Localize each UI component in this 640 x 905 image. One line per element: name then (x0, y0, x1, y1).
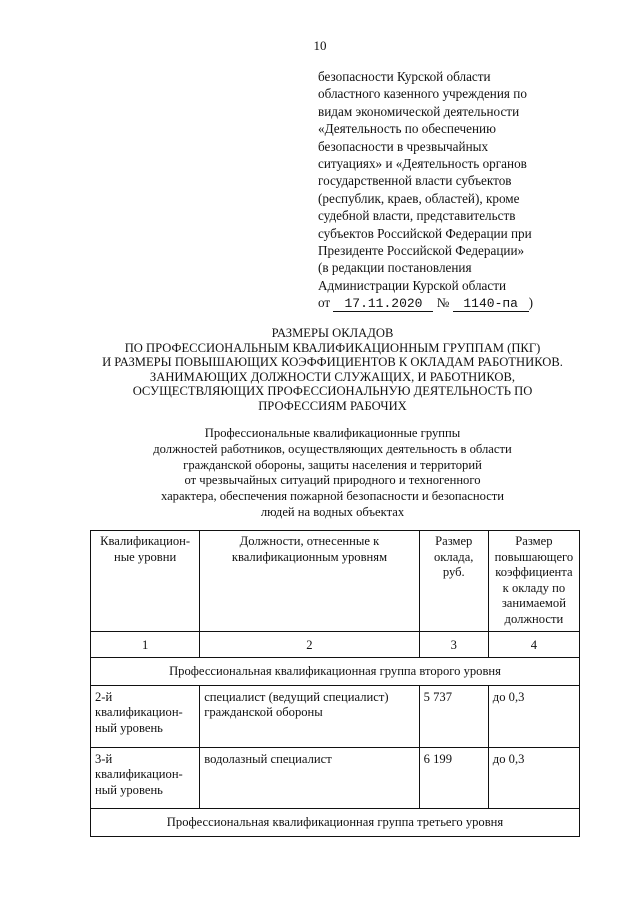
header-text: коэффициента (495, 565, 573, 580)
column-number-row (91, 631, 580, 658)
subtitle-line: от чрезвычайных ситуаций природного и техногенного (184, 473, 481, 488)
header-text: должности (504, 611, 564, 626)
annex-line: государственной власти субъектов (318, 173, 512, 189)
annex-line: (в редакции постановления (318, 260, 472, 276)
level-cell (91, 747, 200, 809)
subtitle-line: людей на водных объектах (260, 504, 405, 519)
header-text: Размер (515, 534, 553, 548)
title-line: ОСУЩЕСТВЛЯЮЩИХ ПРОФЕССИОНАЛЬНУЮ ДЕЯТЕЛЬНОСТЬ ПО (132, 384, 533, 399)
salary-table (90, 530, 580, 837)
annex-line: видам экономической деятельности (318, 103, 520, 119)
decree-date: 17.11.2020 (333, 297, 433, 312)
table-row (91, 747, 580, 809)
position-cell (200, 685, 419, 747)
column-number: 1 (91, 631, 200, 658)
level-text: 3-й (95, 751, 113, 766)
coefficient-cell: до 0,3 (488, 685, 579, 747)
annex-line: областного казенного учреждения по (318, 86, 527, 102)
title-line: ЗАНИМАЮЩИХ ДОЛЖНОСТИ СЛУЖАЩИХ, И РАБОТНИКОВ, (149, 369, 516, 384)
closing-paren: ) (528, 295, 534, 311)
annex-line: «Деятельность по обеспечению (318, 121, 496, 137)
section-subtitle (120, 426, 545, 521)
header-text: руб. (442, 565, 465, 580)
subtitle-line: характера, обеспечения пожарной безопасности и безопасности (160, 489, 505, 504)
decree-number: 1140-па (453, 297, 529, 312)
header-text: повышающего (494, 549, 574, 564)
header-text: ные уровни (113, 549, 177, 564)
header-text: к окладу по (502, 580, 566, 595)
table-header-row (91, 531, 580, 632)
annex-line: субъектов Российской Федерации при (318, 225, 532, 241)
header-text: оклада, (434, 549, 474, 564)
annex-caption (318, 68, 618, 312)
level-text: ный уровень (95, 720, 163, 735)
column-number: 2 (200, 631, 419, 658)
document-title (60, 326, 605, 414)
group-third-level: Профессиональная квалификационная группа третьего уровня (91, 809, 580, 837)
subtitle-line: Профессиональные квалификационные группы (204, 426, 461, 440)
header-text: квалификационным уровням (231, 549, 388, 564)
group-row (91, 809, 580, 837)
coefficient-cell: до 0,3 (488, 747, 579, 809)
title-line: И РАЗМЕРЫ ПОВЫШАЮЩИХ КОЭФФИЦИЕНТОВ К ОКЛАДАМ РАБОТНИКОВ. (102, 355, 563, 370)
table-row (91, 685, 580, 747)
annex-line: безопасности в чрезвычайных (318, 138, 489, 154)
title-line: РАЗМЕРЫ ОКЛАДОВ (271, 326, 394, 340)
level-text: квалификацион- (95, 705, 183, 720)
position-text: водолазный специалист (204, 751, 332, 766)
annex-line: (республик, краев, областей), кроме (318, 190, 520, 206)
header-text: Должности, отнесенные к (239, 534, 380, 548)
date-prefix: от (318, 295, 331, 311)
annex-date-line (318, 294, 618, 312)
header-text: Размер (435, 534, 473, 548)
salary-cell: 5 737 (419, 685, 488, 747)
annex-line: Администрации Курской области (318, 277, 507, 293)
header-positions (200, 531, 419, 632)
number-sign: № (436, 295, 450, 311)
salary-cell: 6 199 (419, 747, 488, 809)
annex-line: ситуациях» и «Деятельность органов (318, 156, 527, 172)
level-text: ный уровень (95, 782, 163, 797)
annex-line: Президенте Российской Федерации» (318, 243, 525, 259)
annex-line: судебной власти, представительств (318, 208, 516, 224)
level-text: 2-й (95, 689, 113, 704)
position-text: гражданской обороны (204, 705, 323, 720)
header-text: Квалификацион- (100, 534, 191, 548)
header-coefficient (488, 531, 579, 632)
position-text: специалист (ведущий специалист) (204, 689, 389, 704)
header-levels (91, 531, 200, 632)
group-row (91, 658, 580, 686)
position-cell (200, 747, 419, 809)
column-number: 3 (419, 631, 488, 658)
annex-line: безопасности Курской области (318, 69, 491, 84)
title-line: ПО ПРОФЕССИОНАЛЬНЫМ КВАЛИФИКАЦИОННЫМ ГРУППАМ (ПКГ) (124, 340, 541, 355)
group-second-level: Профессиональная квалификационная группа второго уровня (91, 658, 580, 686)
header-salary (419, 531, 488, 632)
level-text: квалификацион- (95, 767, 183, 782)
column-number: 4 (488, 631, 579, 658)
level-cell (91, 685, 200, 747)
subtitle-line: гражданской обороны, защиты населения и территорий (183, 457, 482, 472)
subtitle-line: должностей работников, осуществляющих деятельность в области (153, 441, 512, 456)
title-line: ПРОФЕССИЯМ РАБОЧИХ (258, 398, 407, 413)
page-number: 10 (313, 38, 327, 53)
header-text: занимаемой (501, 596, 566, 611)
